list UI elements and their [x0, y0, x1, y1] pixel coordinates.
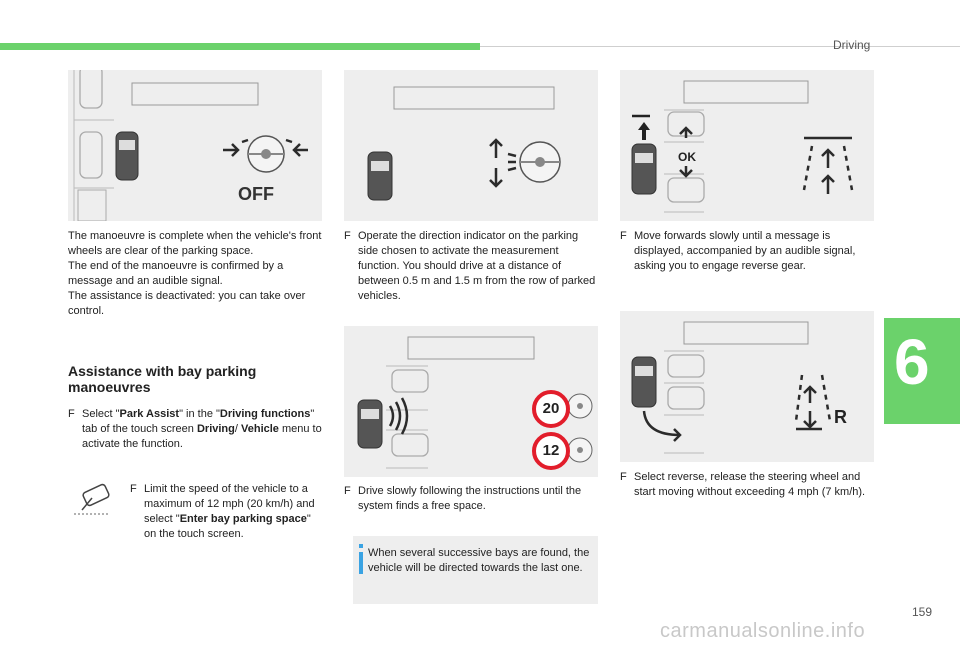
info-icon — [358, 544, 364, 574]
para-confirmed: The end of the manoeuvre is confirmed by a message and an audible signal. — [68, 260, 284, 287]
col1-text — [68, 229, 322, 319]
step-drive-slowly: F Drive slowly following the instructions until the system finds a free space. — [344, 485, 582, 512]
step-select-park-assist: F Select "Park Assist" in the "Driving functions" tab of the touch screen Driving/ Vehicle menu to activate the function. — [68, 408, 322, 450]
section-title: Driving — [833, 38, 871, 52]
step-select-reverse: F Select reverse, release the steering wheel and start moving without exceeding 4 mph (7 km/h). — [620, 471, 866, 498]
para-deactivated: The assistance is deactivated: you can take over control. — [68, 290, 306, 317]
steering-wheel-icon — [248, 136, 284, 172]
steering-wheel-icon — [520, 142, 560, 182]
step-move-forwards: F Move forwards slowly until a message is displayed, accompanied by an audible signal, asking you to engage reverse gear. — [620, 230, 856, 272]
speed-limit-hand-icon — [70, 482, 114, 518]
page-number: 159 — [912, 605, 933, 619]
off-label: OFF — [238, 184, 274, 204]
speed-sign-bottom: 12 — [532, 432, 570, 470]
figure-direction-indicator — [344, 70, 598, 221]
forward-arrow-icon — [638, 122, 650, 140]
bullet-mark: F — [68, 408, 75, 420]
figure-drive-slowly — [344, 326, 598, 477]
figure-move-forwards — [620, 70, 874, 221]
para-complete: The manoeuvre is complete when the vehicle's front wheels are clear of the parking space. — [68, 230, 322, 257]
heading-bay-parking: Assistance with bay parking manoeuvres — [68, 363, 257, 395]
sensor-waves-icon — [390, 398, 407, 434]
speed-sign-top: 20 — [532, 390, 570, 428]
figure-reverse — [620, 311, 874, 462]
parking-guide-icon — [804, 138, 852, 194]
reverse-guide-icon — [796, 375, 830, 429]
ok-label: OK — [678, 150, 696, 164]
chapter-number: 6 — [894, 326, 930, 398]
info-box — [353, 536, 598, 604]
figure-manoeuvre-complete — [68, 70, 322, 221]
watermark: carmanualsonline.info — [660, 620, 866, 642]
top-accent-bar — [0, 43, 480, 50]
top-divider — [480, 46, 960, 47]
step-limit-speed: F Limit the speed of the vehicle to a maximum of 12 mph (20 km/h) and select "Enter bay parking space" on the touch screen. — [130, 483, 315, 540]
info-text: When several successive bays are found, the vehicle will be directed towards the last one. — [368, 547, 590, 574]
steering-wheel-small-icon — [568, 394, 592, 462]
step-operate-indicator: F Operate the direction indicator on the parking side chosen to activate the measurement function. You should drive at a distance of between 0.5 m and 1.5 m from the row of parked vehicles. — [344, 230, 596, 302]
indicator-arrows-icon — [490, 140, 516, 186]
reverse-r-label: R — [834, 407, 847, 427]
